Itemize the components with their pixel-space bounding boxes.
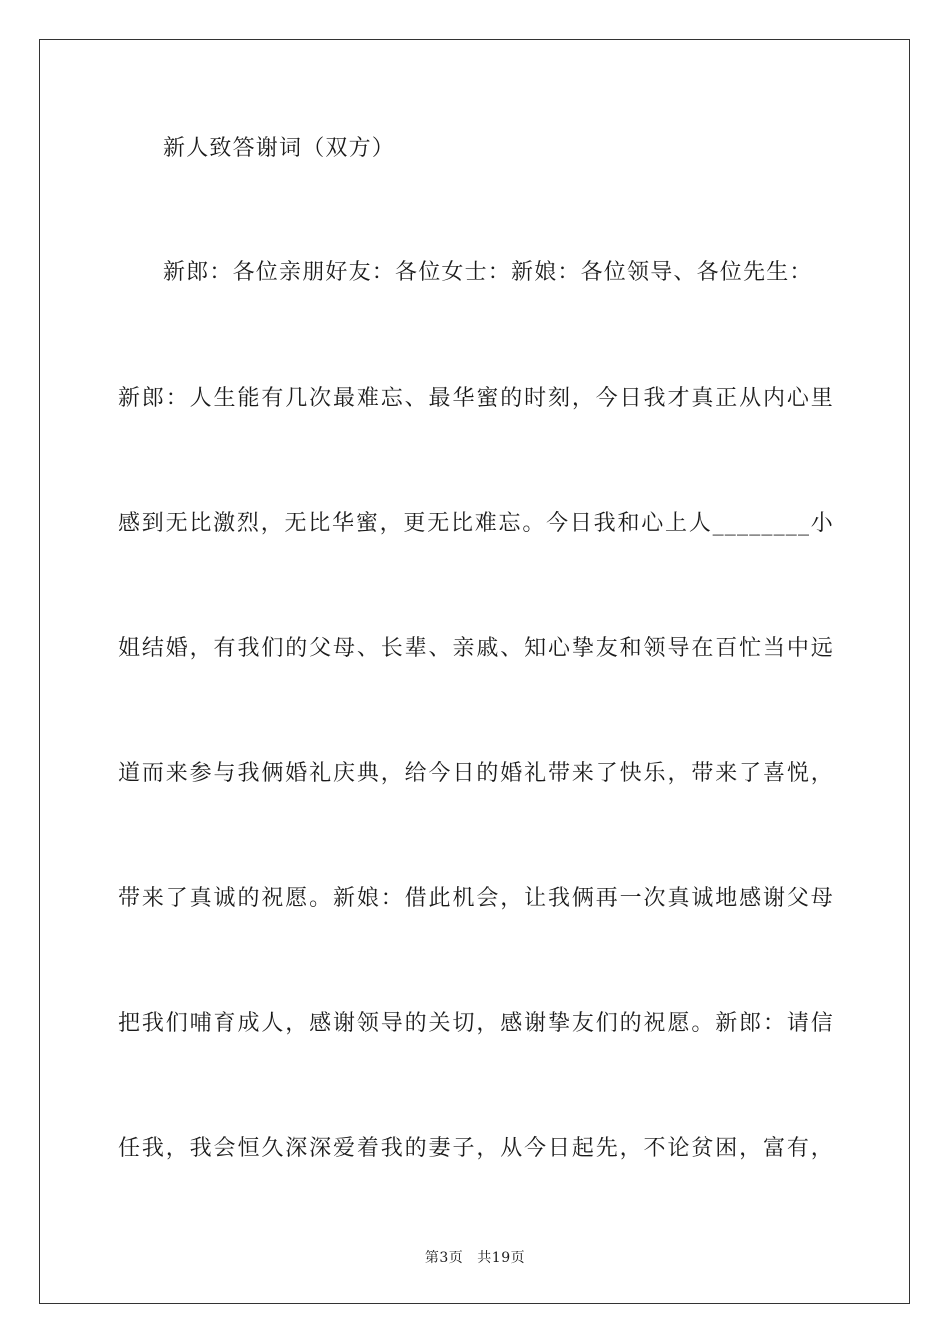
page-border [39,39,910,1304]
body-line-8: 任我，我会恒久深深爱着我的妻子，从今日起先，不论贫困，富有， [118,1136,834,1161]
body-line-7: 把我们哺育成人，感谢领导的关切，感谢挚友们的祝愿。新郎：请信 [118,1011,834,1036]
body-line-1: 新郎：各位亲朋好友：各位女士：新娘：各位领导、各位先生： [163,260,813,285]
body-line-2: 新郎：人生能有几次最难忘、最华蜜的时刻，今日我才真正从内心里 [118,386,834,411]
body-line-3: 感到无比激烈，无比华蜜，更无比难忘。今日我和心上人________小 [118,511,834,536]
page-number: 第3页 [424,1250,464,1266]
body-line-6: 带来了真诚的祝愿。新娘：借此机会，让我俩再一次真诚地感谢父母 [118,886,834,911]
page-footer [0,1248,950,1268]
body-line-4: 姐结婚，有我们的父母、长辈、亲戚、知心挚友和领导在百忙当中远 [118,636,834,661]
body-line-5: 道而来参与我俩婚礼庆典，给今日的婚礼带来了快乐，带来了喜悦， [118,761,834,786]
document-title: 新人致答谢词（双方） [163,136,396,161]
page-total: 共19页 [477,1250,526,1266]
